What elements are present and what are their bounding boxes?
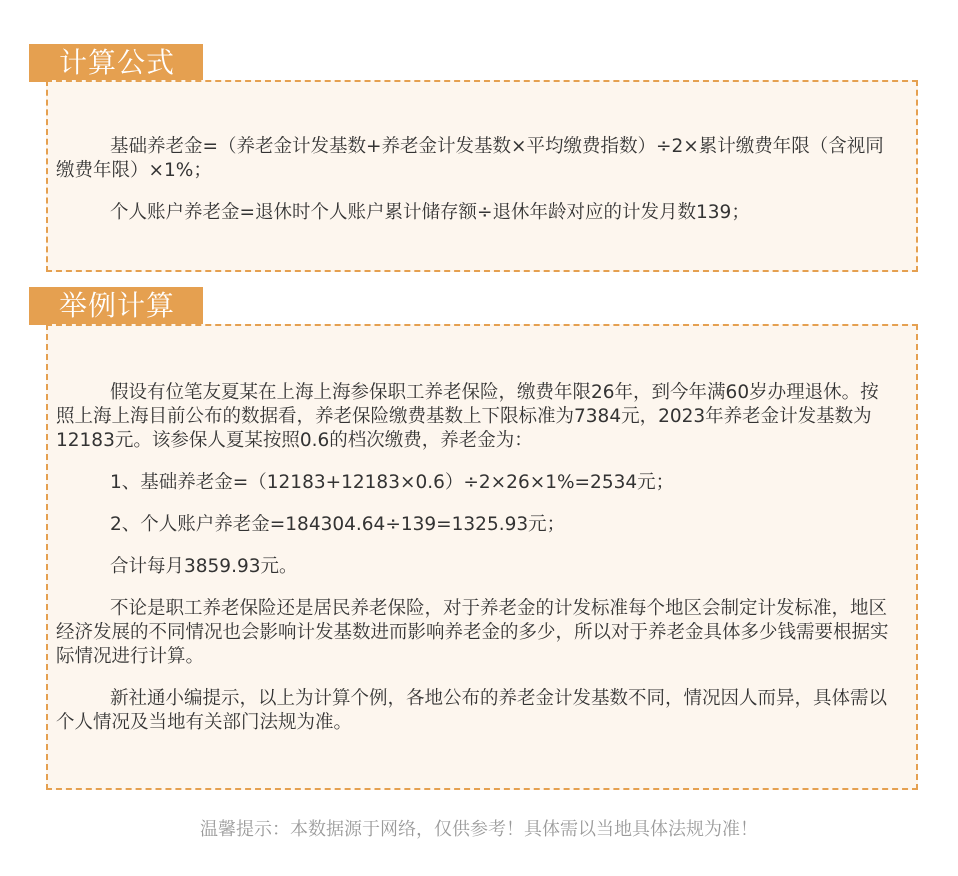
example-personal-account-step: 2、个人账户养老金=184304.64÷139=1325.93元； [110, 514, 566, 535]
example-intro-paragraph: 假设有位笔友夏某在上海上海参保职工养老保险，缴费年限26年，到今年满60岁办理退休。按照上海上海目前公布的数据看，养老保险缴费基数上下限标准为7384元，2023年养老金计发基数为12183元。该参保人夏某按照0.6的档次缴费，养老金为： [56, 382, 879, 451]
example-editor-note: 新社通小编提示，以上为计算个例，各地公布的养老金计发基数不同，情况因人而异，具体需以个人情况及当地有关部门法规为准。 [56, 688, 888, 733]
example-monthly-total: 合计每月3859.93元。 [110, 556, 298, 577]
formula-basic-pension: 基础养老金=（养老金计发基数+养老金计发基数×平均缴费指数）÷2×累计缴费年限（含视同缴费年限）×1%； [56, 136, 884, 181]
example-basic-pension-step: 1、基础养老金=（12183+12183×0.6）÷2×26×1%=2534元； [110, 472, 675, 493]
example-explanation-paragraph: 不论是职工养老保险还是居民养老保险，对于养老金的计发标准每个地区会制定计发标准，地区经济发展的不同情况也会影响计发基数进而影响养老金的多少，所以对于养老金具体多少钱需要根据实际情况进行计算。 [56, 598, 889, 667]
example-section-heading: 举例计算 [29, 287, 203, 325]
formula-section-box [46, 80, 918, 272]
formula-section-heading: 计算公式 [29, 44, 203, 82]
example-section-box [46, 324, 918, 790]
footer-notice: 温馨提示：本数据源于网络，仅供参考！具体需以当地具体法规为准！ [200, 819, 758, 840]
formula-personal-account-pension: 个人账户养老金=退休时个人账户累计储存额÷退休年龄对应的计发月数139； [110, 202, 750, 223]
